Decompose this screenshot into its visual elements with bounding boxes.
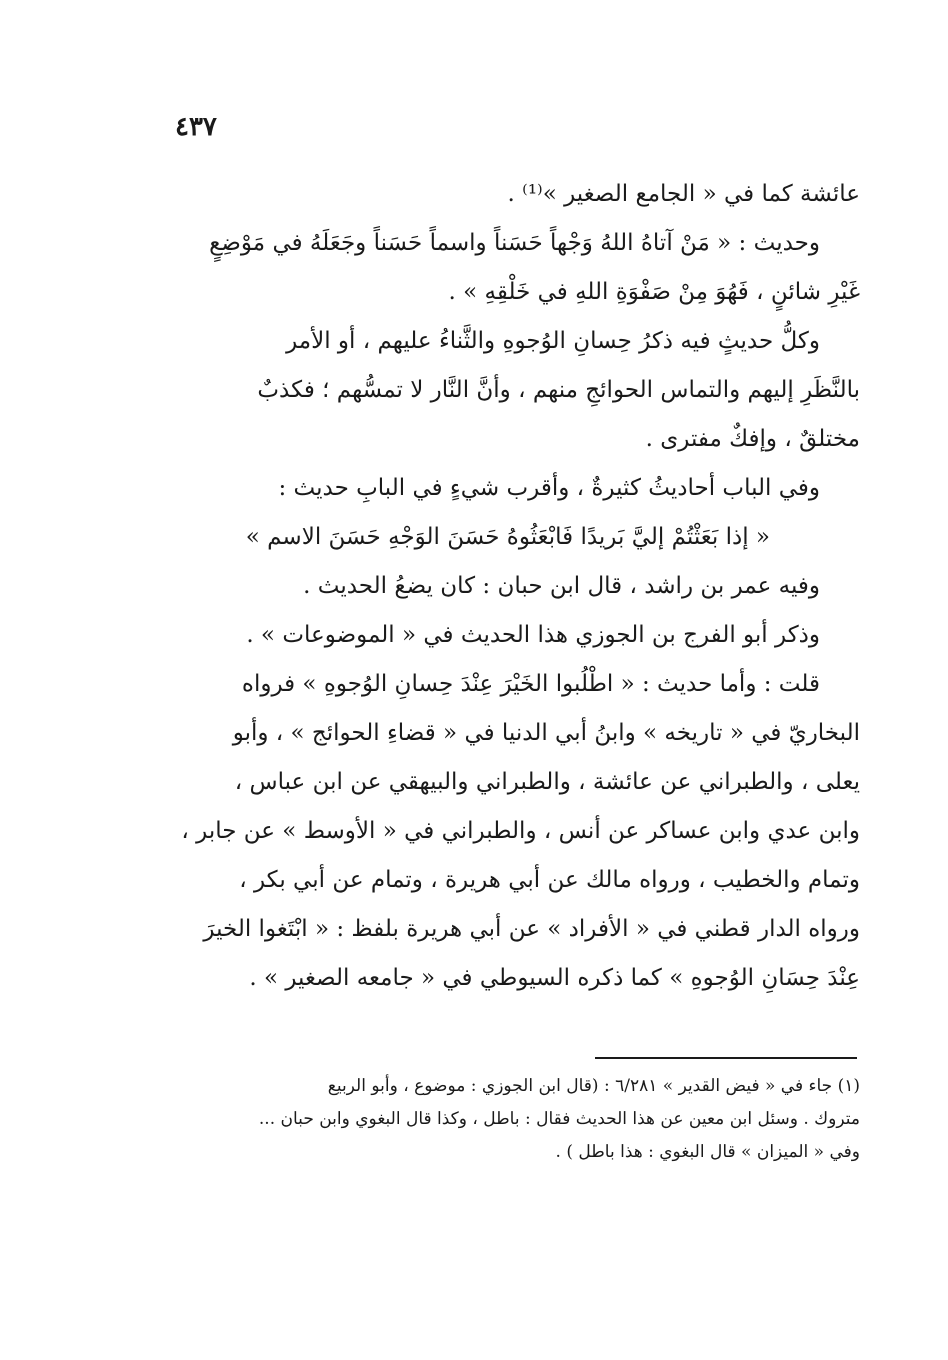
text-line: مختلقٌ ، وإفكٌ مفترى . [645,426,860,452]
text-line: ورواه الدار قطني في « الأفراد » عن أبي هريرة بلفظ : « ابْتَغوا الخيرَ [203,916,860,942]
page-number: ٤٣٧ [175,112,217,142]
footnote-line: متروك . وسئل ابن معين عن هذا الحديث فقال : باطل ، وكذا قال البغوي وابن حبان ... [258,1109,860,1129]
text-line: عِنْدَ حِسَانِ الوُجوهِ » كما ذكره السيوطي في « جامعه الصغير » . [249,965,860,991]
text-line: البخاريّ في « تاريخه » وابنُ أبي الدنيا في « قضاءِ الحوائج » ، وأبو [232,720,860,746]
text-line: وتمام والخطيب ، ورواه مالك عن أبي هريرة ، وتمام عن أبي بكر ، [239,867,860,893]
main-text [160,170,860,1003]
hadith-quote: « إذا بَعَثْتُمْ إليَّ بَريدًا فَابْعَثُوهُ حَسَنَ الوَجْهِ حَسَنَ الاسم » [245,524,770,550]
text-line: وكلُّ حديثٍ فيه ذكرُ حِسانِ الوُجوهِ والثَّناءُ عليهم ، أو الأمر [286,328,820,354]
footnote-divider [595,1057,857,1059]
text-line: وابن عدي وابن عساكر عن أنس ، والطبراني في « الأوسط » عن جابر ، [181,818,860,844]
footnote-line: (١) جاء في « فيض القدير » ٦/٢٨١ : (قال ابن الجوزي : موضوع ، وأبو الربيع [327,1076,860,1096]
text-line: غَيْرِ شائنٍ ، فَهُوَ مِنْ صَفْوَةِ اللهِ في خَلْقِهِ » . [448,279,860,305]
footnote-line: وفي « الميزان » قال البغوي : هذا باطل ) . [555,1142,860,1162]
text-line: وفيه عمر بن راشد ، قال ابن حبان : كان يضعُ الحديث . [303,573,820,599]
text-line: عائشة كما في « الجامع الصغير »⁽¹⁾ . [507,181,860,207]
text-line: بالنَّظَرِ إليهم والتماس الحوائجِ منهم ، وأنَّ النَّار لا تمسُّهم ؛ فكذبٌ [257,377,860,403]
text-line: وفي الباب أحاديثُ كثيرةٌ ، وأقرب شيءٍ في البابِ حديث : [278,475,820,501]
footnotes [160,1070,860,1169]
text-line: وحديث : « مَنْ آتاهُ اللهُ وَجْهاً حَسَناً واسماً حَسَناً وجَعَلَهُ في مَوْضِعٍ [209,230,820,256]
text-line: قلت : وأما حديث : « اطْلُبوا الخَيْرَ عِنْدَ حِسانِ الوُجوهِ » فرواه [241,671,820,697]
text-line: وذكر أبو الفرج بن الجوزي هذا الحديث في « الموضوعات » . [246,622,820,648]
text-line: يعلى ، والطبراني عن عائشة ، والطبراني والبيهقي عن ابن عباس ، [234,769,860,795]
